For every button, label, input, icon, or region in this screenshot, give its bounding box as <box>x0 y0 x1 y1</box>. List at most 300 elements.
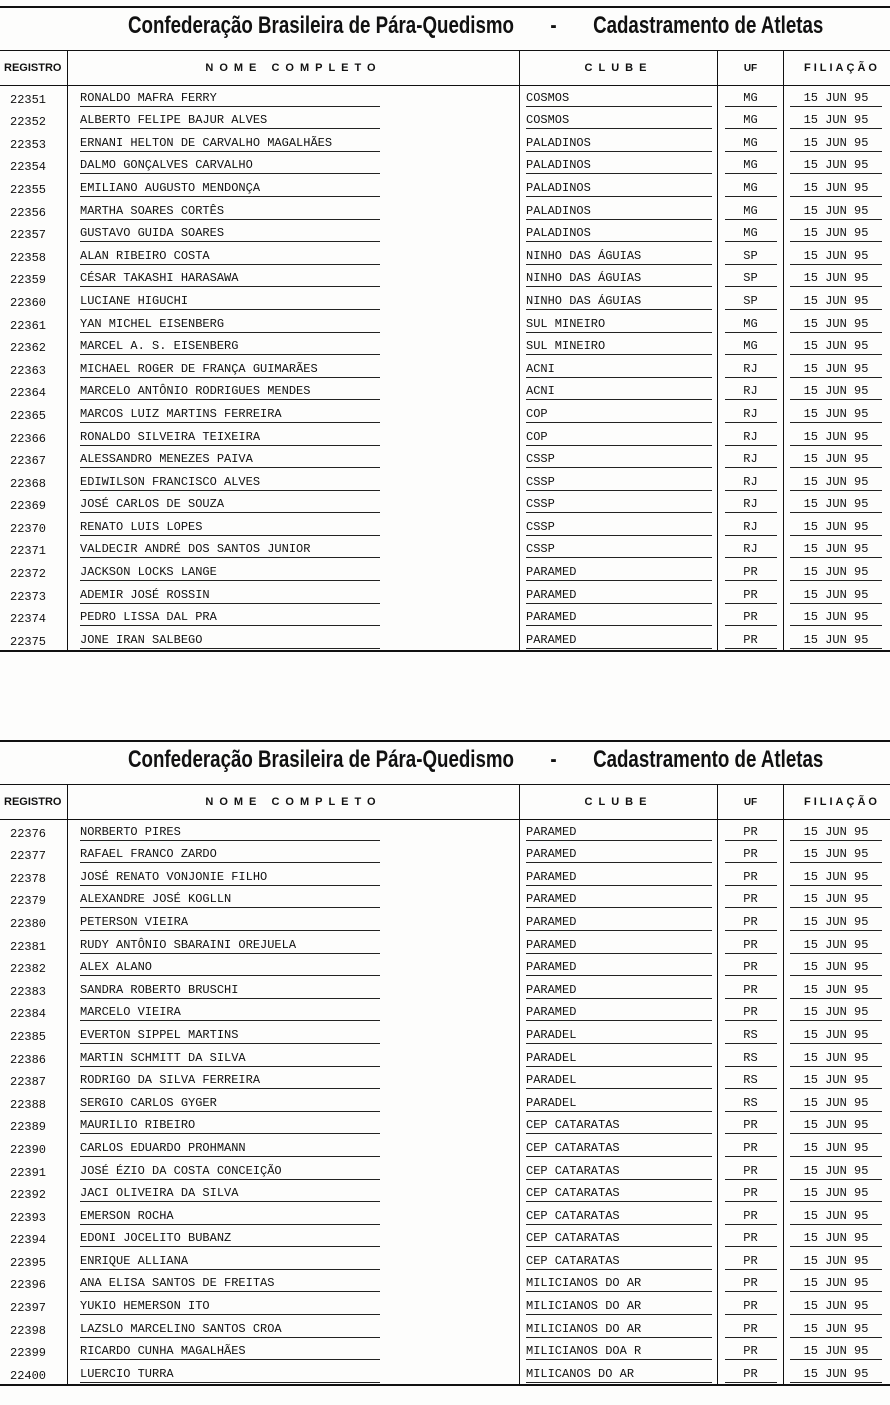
nome-cell <box>68 244 520 267</box>
column-header-row <box>0 785 890 820</box>
nome-cell-text: LAZSLO MARCELINO SANTOS CROA <box>80 1322 380 1338</box>
nome-cell-text: ENRIQUE ALLIANA <box>80 1254 380 1270</box>
uf-cell <box>718 109 784 132</box>
filiacao-cell-text: 15 JUN 95 <box>790 565 882 581</box>
sheet-title <box>128 12 823 40</box>
registro-cell-text: 22367 <box>10 454 47 469</box>
clube-cell <box>520 1159 718 1182</box>
uf-cell <box>718 820 784 843</box>
nome-cell <box>68 357 520 380</box>
filiacao-cell-text: 15 JUN 95 <box>790 317 882 333</box>
uf-cell-text: PR <box>725 588 777 604</box>
clube-cell <box>520 1340 718 1363</box>
nome-cell-text: MAURILIO RIBEIRO <box>80 1118 380 1134</box>
uf-cell-text: SP <box>725 271 777 287</box>
registro-cell <box>0 820 68 843</box>
table-row <box>0 1272 890 1295</box>
filiacao-cell <box>784 1046 890 1069</box>
nome-cell-text: RENATO LUIS LOPES <box>80 520 380 536</box>
clube-cell <box>520 1069 718 1092</box>
filiacao-cell <box>784 154 890 177</box>
nome-cell-text: PETERSON VIEIRA <box>80 915 380 931</box>
filiacao-cell <box>784 267 890 290</box>
uf-cell <box>718 86 784 109</box>
uf-cell <box>718 865 784 888</box>
clube-cell <box>520 606 718 629</box>
filiacao-cell-text: 15 JUN 95 <box>790 847 882 863</box>
table-row <box>0 1091 890 1114</box>
uf-cell <box>718 1317 784 1340</box>
registro-cell <box>0 1091 68 1114</box>
nome-cell <box>68 109 520 132</box>
uf-cell <box>718 560 784 583</box>
uf-cell <box>718 1136 784 1159</box>
uf-cell-text: PR <box>725 1254 777 1270</box>
registro-cell <box>0 606 68 629</box>
nome-cell <box>68 1182 520 1205</box>
table-row <box>0 1362 890 1385</box>
clube-cell <box>520 380 718 403</box>
nome-cell-text: MARCELO ANTÔNIO RODRIGUES MENDES <box>80 384 380 400</box>
uf-cell <box>718 956 784 979</box>
filiacao-cell <box>784 843 890 866</box>
clube-cell-text: PARAMED <box>526 588 712 604</box>
filiacao-cell <box>784 583 890 606</box>
nome-cell <box>68 1317 520 1340</box>
title-confederation: Confederação Brasileira de Pára-Quedismo <box>128 746 514 773</box>
uf-cell-text: PR <box>725 1299 777 1315</box>
nome-cell-text: GUSTAVO GUIDA SOARES <box>80 226 380 242</box>
nome-cell-text: LUERCIO TURRA <box>80 1367 380 1383</box>
clube-cell <box>520 1136 718 1159</box>
filiacao-cell-text: 15 JUN 95 <box>790 1231 882 1247</box>
registro-cell <box>0 910 68 933</box>
nome-cell-text: MICHAEL ROGER DE FRANÇA GUIMARÃES <box>80 362 380 378</box>
registro-cell-text: 22384 <box>10 1007 47 1022</box>
uf-cell <box>718 978 784 1001</box>
clube-cell-text: PARAMED <box>526 960 712 976</box>
nome-cell <box>68 176 520 199</box>
registro-cell <box>0 933 68 956</box>
clube-cell <box>520 109 718 132</box>
clube-cell-text: MILICIANOS DO AR <box>526 1322 712 1338</box>
uf-cell-text: PR <box>725 847 777 863</box>
nome-cell <box>68 933 520 956</box>
clube-cell-text: PARAMED <box>526 892 712 908</box>
clube-cell-text: PARAMED <box>526 938 712 954</box>
registro-cell <box>0 1069 68 1092</box>
filiacao-cell <box>784 1227 890 1250</box>
uf-cell-text: MG <box>725 91 777 107</box>
uf-cell-text: PR <box>725 1276 777 1292</box>
registro-cell <box>0 1317 68 1340</box>
registro-cell <box>0 515 68 538</box>
registro-cell <box>0 86 68 109</box>
registro-cell-text: 22368 <box>10 476 47 491</box>
registro-cell-text: 22397 <box>10 1301 47 1316</box>
nome-cell-text: YUKIO HEMERSON ITO <box>80 1299 380 1315</box>
uf-cell <box>718 267 784 290</box>
clube-cell-text: PARAMED <box>526 565 712 581</box>
nome-cell <box>68 86 520 109</box>
nome-cell <box>68 380 520 403</box>
uf-cell <box>718 843 784 866</box>
clube-cell-text: SUL MINEIRO <box>526 339 712 355</box>
registro-cell-text: 22399 <box>10 1346 47 1361</box>
uf-cell <box>718 933 784 956</box>
registro-cell <box>0 154 68 177</box>
nome-cell-text: SANDRA ROBERTO BRUSCHI <box>80 983 380 999</box>
table-row <box>0 515 890 538</box>
clube-cell <box>520 1227 718 1250</box>
nome-cell-text: ADEMIR JOSÉ ROSSIN <box>80 588 380 604</box>
registro-cell <box>0 538 68 561</box>
filiacao-cell <box>784 1204 890 1227</box>
filiacao-cell <box>784 176 890 199</box>
uf-cell-text: RJ <box>725 430 777 446</box>
nome-cell-text: ALEX ALANO <box>80 960 380 976</box>
clube-cell <box>520 1204 718 1227</box>
uf-cell-text: RJ <box>725 384 777 400</box>
uf-cell <box>718 244 784 267</box>
registro-cell <box>0 1362 68 1385</box>
clube-cell-text: PARADEL <box>526 1051 712 1067</box>
filiacao-cell-text: 15 JUN 95 <box>790 542 882 558</box>
clube-cell-text: PARAMED <box>526 633 712 649</box>
registro-cell-text: 22355 <box>10 182 47 197</box>
filiacao-cell-text: 15 JUN 95 <box>790 588 882 604</box>
filiacao-cell <box>784 628 890 651</box>
table-row <box>0 978 890 1001</box>
registro-cell <box>0 560 68 583</box>
filiacao-cell <box>784 1249 890 1272</box>
filiacao-cell <box>784 933 890 956</box>
filiacao-cell-text: 15 JUN 95 <box>790 825 882 841</box>
registro-cell-text: 22390 <box>10 1142 47 1157</box>
clube-cell <box>520 843 718 866</box>
registro-cell <box>0 448 68 471</box>
uf-cell-text: MG <box>725 204 777 220</box>
filiacao-cell-text: 15 JUN 95 <box>790 430 882 446</box>
clube-cell <box>520 1091 718 1114</box>
registro-cell-text: 22361 <box>10 318 47 333</box>
nome-cell <box>68 628 520 651</box>
table-row <box>0 357 890 380</box>
nome-cell-text: MARCEL A. S. EISENBERG <box>80 339 380 355</box>
clube-cell-text: PARAMED <box>526 983 712 999</box>
filiacao-cell-text: 15 JUN 95 <box>790 983 882 999</box>
filiacao-cell-text: 15 JUN 95 <box>790 384 882 400</box>
nome-cell-text: DALMO GONÇALVES CARVALHO <box>80 158 380 174</box>
uf-cell <box>718 1001 784 1024</box>
table-row <box>0 1204 890 1227</box>
filiacao-cell-text: 15 JUN 95 <box>790 181 882 197</box>
table-row <box>0 1227 890 1250</box>
uf-cell <box>718 425 784 448</box>
registro-cell-text: 22380 <box>10 916 47 931</box>
filiacao-cell-text: 15 JUN 95 <box>790 520 882 536</box>
filiacao-cell <box>784 425 890 448</box>
registro-cell <box>0 109 68 132</box>
uf-cell <box>718 1204 784 1227</box>
clube-cell-text: CEP CATARATAS <box>526 1186 712 1202</box>
filiacao-cell-text: 15 JUN 95 <box>790 271 882 287</box>
table-row <box>0 538 890 561</box>
nome-cell <box>68 1159 520 1182</box>
registro-cell-text: 22362 <box>10 341 47 356</box>
clube-cell <box>520 933 718 956</box>
uf-cell-text: PR <box>725 1118 777 1134</box>
registro-cell-text: 22378 <box>10 871 47 886</box>
nome-cell-text: JOSÉ ÉZIO DA COSTA CONCEIÇÃO <box>80 1164 380 1180</box>
clube-cell <box>520 86 718 109</box>
filiacao-cell <box>784 222 890 245</box>
table-row <box>0 820 890 843</box>
clube-cell-text: CSSP <box>526 497 712 513</box>
nome-cell <box>68 820 520 843</box>
filiacao-cell-text: 15 JUN 95 <box>790 113 882 129</box>
registro-cell-text: 22352 <box>10 115 47 130</box>
table-row <box>0 176 890 199</box>
table-row <box>0 222 890 245</box>
nome-cell <box>68 131 520 154</box>
table-row <box>0 131 890 154</box>
table-row <box>0 199 890 222</box>
registro-cell-text: 22369 <box>10 499 47 514</box>
uf-cell <box>718 1272 784 1295</box>
sheet-title <box>128 746 823 774</box>
uf-cell-text: PR <box>725 938 777 954</box>
nome-cell-text: RICARDO CUNHA MAGALHÃES <box>80 1344 380 1360</box>
registro-cell-text: 22395 <box>10 1255 47 1270</box>
nome-cell <box>68 978 520 1001</box>
clube-cell-text: COSMOS <box>526 113 712 129</box>
uf-cell-text: RS <box>725 1051 777 1067</box>
uf-cell-text: PR <box>725 870 777 886</box>
clube-cell-text: CEP CATARATAS <box>526 1209 712 1225</box>
table-row <box>0 628 890 651</box>
uf-cell <box>718 1182 784 1205</box>
clube-cell <box>520 1317 718 1340</box>
uf-cell <box>718 583 784 606</box>
clube-cell <box>520 154 718 177</box>
nome-cell-text: EVERTON SIPPEL MARTINS <box>80 1028 380 1044</box>
registro-cell-text: 22400 <box>10 1368 47 1383</box>
registro-cell <box>0 1159 68 1182</box>
nome-cell-text: RUDY ANTÔNIO SBARAINI OREJUELA <box>80 938 380 954</box>
clube-cell <box>520 1046 718 1069</box>
filiacao-cell <box>784 956 890 979</box>
table-row <box>0 560 890 583</box>
filiacao-cell-text: 15 JUN 95 <box>790 1186 882 1202</box>
nome-cell-text: ALESSANDRO MENEZES PAIVA <box>80 452 380 468</box>
clube-cell-text: PARADEL <box>526 1028 712 1044</box>
nome-cell <box>68 1114 520 1137</box>
nome-cell-text: LUCIANE HIGUCHI <box>80 294 380 310</box>
nome-cell <box>68 956 520 979</box>
filiacao-cell <box>784 199 890 222</box>
registro-cell-text: 22371 <box>10 544 47 559</box>
filiacao-cell <box>784 131 890 154</box>
table-row <box>0 244 890 267</box>
nome-cell-text: ANA ELISA SANTOS DE FREITAS <box>80 1276 380 1292</box>
filiacao-cell <box>784 357 890 380</box>
nome-cell <box>68 583 520 606</box>
uf-cell-text: RJ <box>725 407 777 423</box>
registro-cell-text: 22363 <box>10 363 47 378</box>
registry-sheet-2 <box>0 740 890 1386</box>
nome-cell <box>68 154 520 177</box>
uf-cell-text: PR <box>725 960 777 976</box>
registro-cell <box>0 1182 68 1205</box>
uf-cell-text: PR <box>725 565 777 581</box>
header-clube: CLUBE <box>520 51 718 85</box>
title-registration: Cadastramento de Atletas <box>593 746 824 773</box>
header-nome: NOME COMPLETO <box>68 51 520 85</box>
uf-cell <box>718 289 784 312</box>
uf-cell <box>718 335 784 358</box>
uf-cell <box>718 380 784 403</box>
table-row <box>0 154 890 177</box>
filiacao-cell-text: 15 JUN 95 <box>790 339 882 355</box>
filiacao-cell-text: 15 JUN 95 <box>790 1344 882 1360</box>
nome-cell <box>68 515 520 538</box>
registro-cell <box>0 244 68 267</box>
uf-cell-text: PR <box>725 1164 777 1180</box>
clube-cell <box>520 1294 718 1317</box>
table-row <box>0 109 890 132</box>
clube-cell <box>520 820 718 843</box>
uf-cell-text: RJ <box>725 520 777 536</box>
uf-cell-text: PR <box>725 1344 777 1360</box>
filiacao-cell <box>784 865 890 888</box>
filiacao-cell-text: 15 JUN 95 <box>790 204 882 220</box>
clube-cell <box>520 493 718 516</box>
registro-cell-text: 22394 <box>10 1233 47 1248</box>
registro-cell-text: 22354 <box>10 160 47 175</box>
clube-cell <box>520 538 718 561</box>
uf-cell <box>718 402 784 425</box>
uf-cell-text: SP <box>725 294 777 310</box>
registro-cell-text: 22358 <box>10 250 47 265</box>
uf-cell <box>718 176 784 199</box>
filiacao-cell <box>784 1159 890 1182</box>
clube-cell-text: PARAMED <box>526 870 712 886</box>
uf-cell-text: PR <box>725 1209 777 1225</box>
filiacao-cell <box>784 1294 890 1317</box>
table-row <box>0 1046 890 1069</box>
uf-cell <box>718 888 784 911</box>
registro-cell <box>0 1340 68 1363</box>
header-filiacao: FILIAÇÃO <box>804 62 880 74</box>
registro-cell-text: 22374 <box>10 612 47 627</box>
clube-cell <box>520 628 718 651</box>
table-row <box>0 267 890 290</box>
uf-cell-text: MG <box>725 339 777 355</box>
nome-cell <box>68 843 520 866</box>
filiacao-cell-text: 15 JUN 95 <box>790 1051 882 1067</box>
filiacao-cell <box>784 560 890 583</box>
title-separator: - <box>550 12 557 39</box>
nome-cell-text: RONALDO MAFRA FERRY <box>80 91 380 107</box>
registro-cell-text: 22398 <box>10 1323 47 1338</box>
registro-cell <box>0 425 68 448</box>
nome-cell <box>68 222 520 245</box>
table-row <box>0 289 890 312</box>
athlete-rows <box>0 86 890 651</box>
filiacao-cell <box>784 820 890 843</box>
registro-cell-text: 22385 <box>10 1029 47 1044</box>
table-row <box>0 843 890 866</box>
nome-cell-text: SERGIO CARLOS GYGER <box>80 1096 380 1112</box>
clube-cell <box>520 335 718 358</box>
clube-cell-text: COP <box>526 407 712 423</box>
uf-cell <box>718 1046 784 1069</box>
table-row <box>0 1023 890 1046</box>
uf-cell-text: MG <box>725 136 777 152</box>
registro-cell-text: 22377 <box>10 849 47 864</box>
uf-cell-text: RJ <box>725 452 777 468</box>
uf-cell <box>718 1362 784 1385</box>
uf-cell <box>718 131 784 154</box>
clube-cell-text: ACNI <box>526 362 712 378</box>
uf-cell-text: PR <box>725 983 777 999</box>
clube-cell-text: CEP CATARATAS <box>526 1254 712 1270</box>
registro-cell-text: 22387 <box>10 1075 47 1090</box>
filiacao-cell-text: 15 JUN 95 <box>790 1164 882 1180</box>
nome-cell <box>68 1340 520 1363</box>
uf-cell-text: RS <box>725 1028 777 1044</box>
nome-cell <box>68 1249 520 1272</box>
filiacao-cell-text: 15 JUN 95 <box>790 1299 882 1315</box>
nome-cell-text: VALDECIR ANDRÉ DOS SANTOS JUNIOR <box>80 542 380 558</box>
clube-cell-text: CSSP <box>526 520 712 536</box>
nome-cell-text: RODRIGO DA SILVA FERREIRA <box>80 1073 380 1089</box>
table-row <box>0 1249 890 1272</box>
nome-cell-text: ALBERTO FELIPE BAJUR ALVES <box>80 113 380 129</box>
title-separator: - <box>550 746 557 773</box>
filiacao-cell <box>784 493 890 516</box>
registro-cell <box>0 865 68 888</box>
nome-cell-text: JACI OLIVEIRA DA SILVA <box>80 1186 380 1202</box>
table-row <box>0 1159 890 1182</box>
clube-cell <box>520 448 718 471</box>
table-row <box>0 425 890 448</box>
clube-cell <box>520 402 718 425</box>
table-row <box>0 910 890 933</box>
registro-cell-text: 22393 <box>10 1210 47 1225</box>
registro-cell-text: 22383 <box>10 984 47 999</box>
nome-cell <box>68 865 520 888</box>
filiacao-cell-text: 15 JUN 95 <box>790 1141 882 1157</box>
nome-cell-text: RONALDO SILVEIRA TEIXEIRA <box>80 430 380 446</box>
registro-cell-text: 22366 <box>10 431 47 446</box>
uf-cell-text: MG <box>725 317 777 333</box>
uf-cell <box>718 1249 784 1272</box>
filiacao-cell <box>784 1069 890 1092</box>
table-row <box>0 1114 890 1137</box>
filiacao-cell-text: 15 JUN 95 <box>790 158 882 174</box>
registro-cell <box>0 199 68 222</box>
registro-cell-text: 22351 <box>10 92 47 107</box>
nome-cell <box>68 402 520 425</box>
uf-cell <box>718 1227 784 1250</box>
table-row <box>0 335 890 358</box>
filiacao-cell <box>784 402 890 425</box>
clube-cell <box>520 1182 718 1205</box>
clube-cell-text: MILICIANOS DOA R <box>526 1344 712 1360</box>
filiacao-cell <box>784 978 890 1001</box>
